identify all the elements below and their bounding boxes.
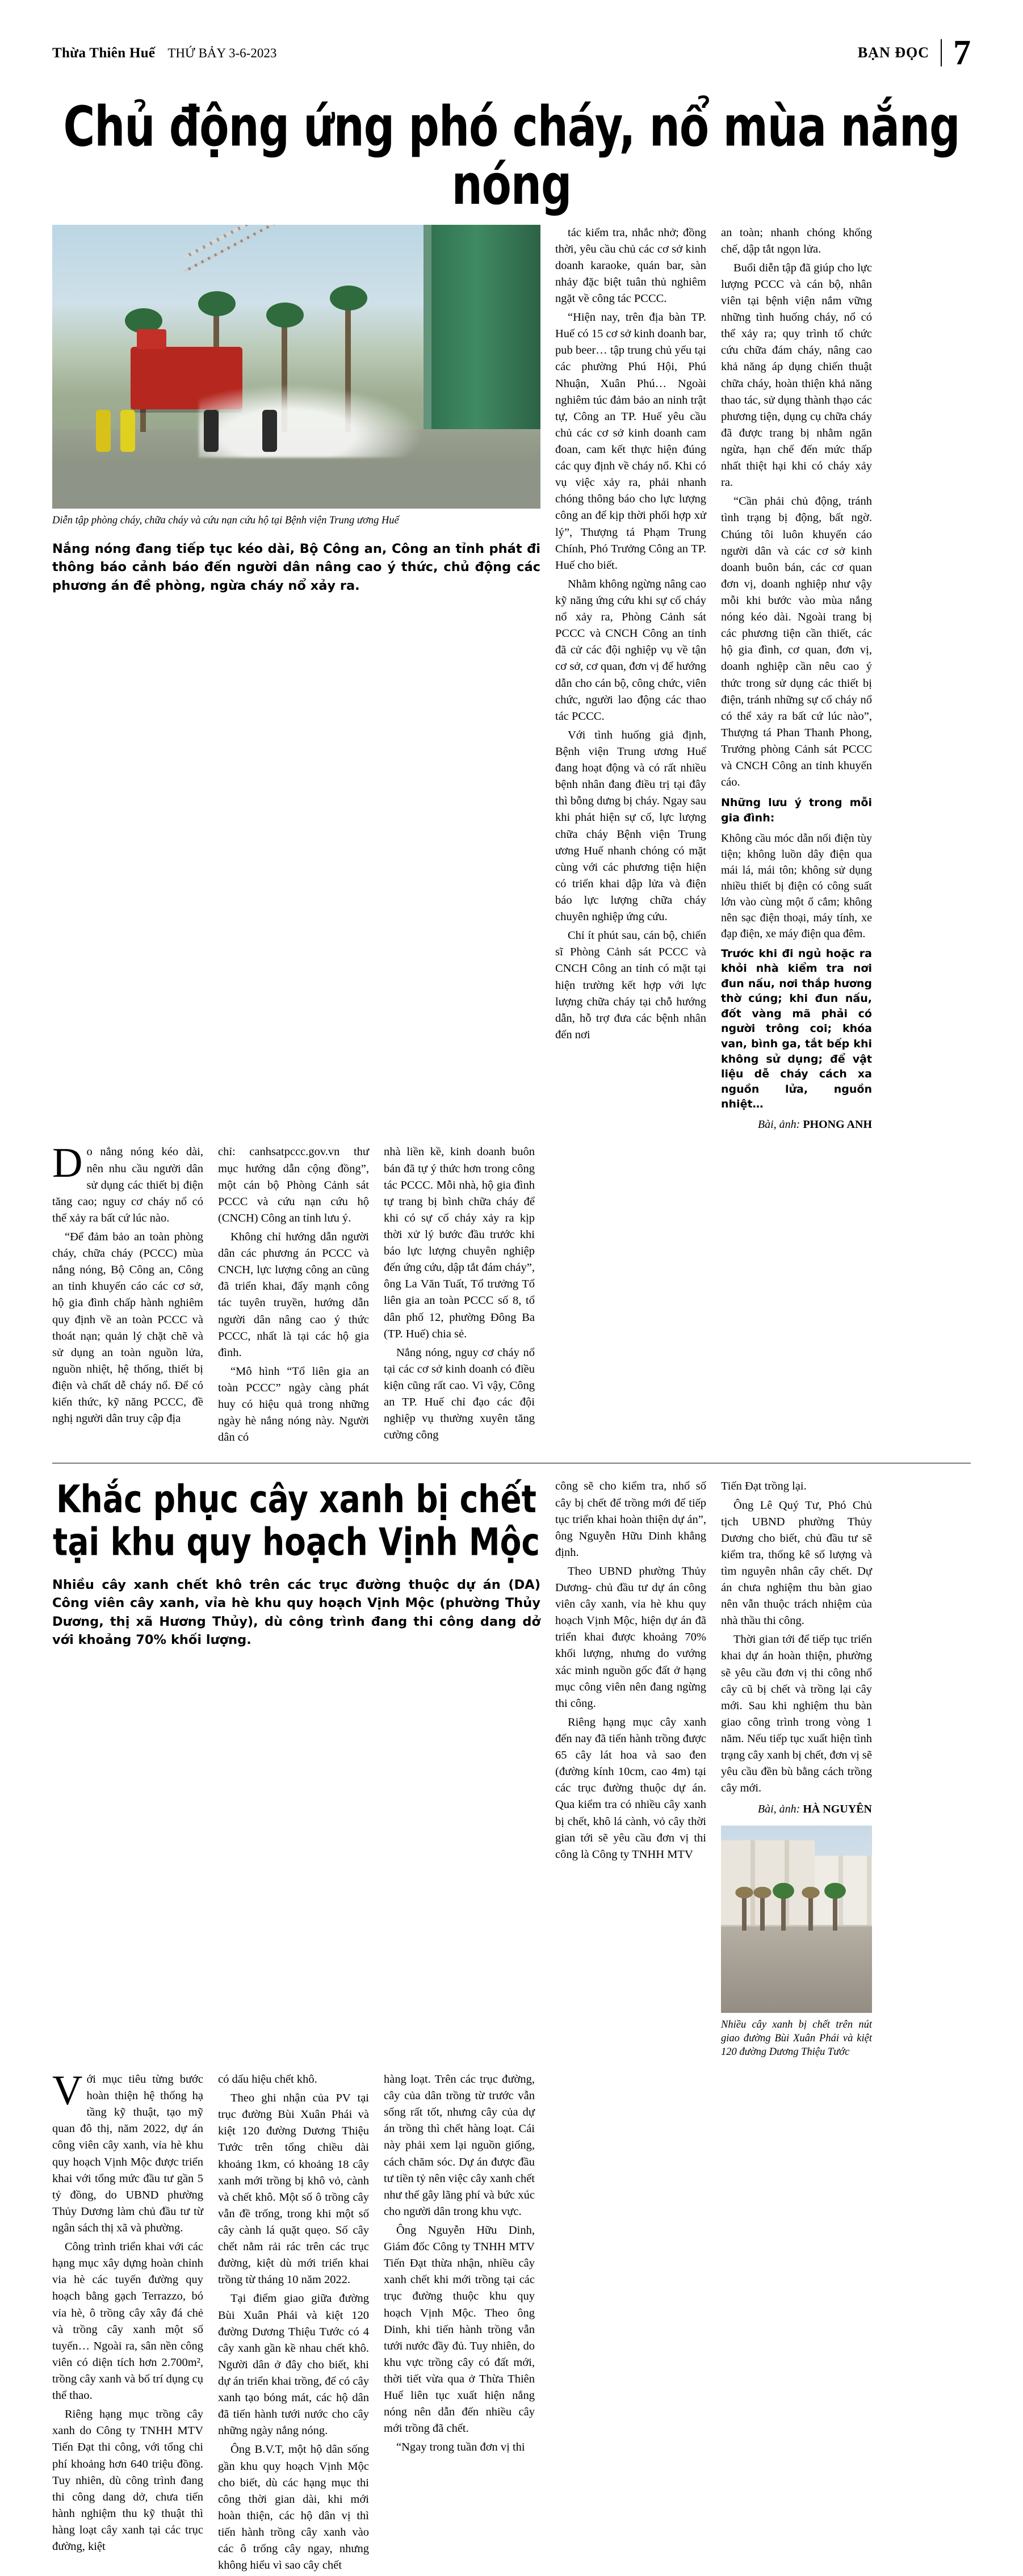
dead-tree-shape	[760, 1894, 765, 1931]
article2-headline-line2: tại khu quy hoạch Vịnh Mộc	[53, 1520, 540, 1564]
dropcap: D	[52, 1140, 83, 1187]
paragraph: Ông Nguyễn Hữu Dinh, Giám đốc Công ty TNHH MTV Tiến Đạt thừa nhận, nhiều cây xanh chết khi mới trồng tại các trục đường thuộc khu quy hoạch Vịnh Mộc. Theo ông Dinh, khi tiến hành trồng vẫn tưới nước đầy đủ. Tuy nhiên, do khu vực trồng cây có đất mới, thời tiết vừa qua ở Thừa Thiên Huế liên tục xuất hiện nắng nóng nên dẫn đến nhiều cây mới trồng đã chết.	[384, 2223, 535, 2435]
paragraph: Riêng hạng mục cây xanh đến nay đã tiến hành trồng được 65 cây lát hoa và sao đen (đường kính 10cm, cao 4m) tại các trục đường thuộc dự án. Qua kiểm tra có nhiều cây xanh bị chết, khô lá cành, vỏ cây thời gian tới sẽ yêu cầu đơn vị thi công là Công ty TNHH MTV	[555, 1715, 706, 1861]
article1-right-columns	[555, 225, 971, 1133]
paragraph: Ông B.V.T, một hộ dân sống gần khu quy hoạch Vịnh Mộc cho biết, dù các hạng mục thi công thời gian dài, khi mới hoàn thiện, các hộ dân vị thì tiến hành trồng cây xanh vào các ô trống cây ngay, nhưng không hiểu vì sao cây chết	[218, 2443, 369, 2572]
paragraph: chỉ: canhsatpccc.gov.vn thư mục hướng dẫn cộng đồng”, một cán bộ Phòng Cảnh sát PCCC và cứu nạn cứu hộ (CNCH) Công an tỉnh lưu ý.	[218, 1146, 369, 1224]
article1-note-body-2: Trước khi đi ngủ hoặc ra khỏi nhà kiểm tra nơi đun nấu, nơi thắp hương thờ cúng; khi đun nấu, đốt vàng mã phải có người trông coi; khóa van, bình ga, tắt bếp khi không sử dụng; để vật liệu dễ cháy cách xa nguồn lửa, nguồn nhiệt…	[721, 947, 872, 1111]
article1-photo-caption: Diễn tập phòng cháy, chữa cháy và cứu nạn cứu hộ tại Bệnh viện Trung ương Huế	[52, 514, 399, 526]
article1-column-5	[721, 225, 872, 1133]
article1-note-title: Những lưu ý trong mỗi gia đình:	[721, 796, 872, 824]
dead-tree-shape	[808, 1894, 813, 1931]
paragraph: Nắng nóng, nguy cơ cháy nổ tại các cơ sở kinh doanh có điều kiện cũng rất cao. Vì vậy, Công an TP. Huế chỉ đạo các đội nghiệp vụ thường xuyên tăng cường công	[384, 1346, 535, 1442]
road-shape	[52, 463, 540, 509]
street-trees-photo	[721, 1826, 872, 2013]
firefighter-shape	[262, 410, 277, 452]
paragraph: Ông Lê Quý Tư, Phó Chủ tịch UBND phường Thủy Dương cho biết, chủ đầu tư sẽ kiểm tra, thống kê số lượng và tìm nguyên nhân cây chết. Dự án chưa nghiệm thu bàn giao nên vẫn thuộc trách nhiệm của nhà thầu thi công.	[721, 1499, 872, 1627]
paragraph: Theo UBND phường Thủy Dương- chủ đầu tư dự án công viên cây xanh, vỉa hè khu quy hoạch Vịnh Mộc, hiện dự án đã triển khai được khoảng 70% khối lượng, nhưng do vướng xác minh nguồn gốc đất ở hạng mục công viên nên đang ngừng thi công.	[555, 1564, 706, 1710]
byline-label: Bài, ảnh:	[757, 1118, 800, 1131]
masthead	[52, 35, 971, 74]
paragraph: Với tình huống giả định, Bệnh viện Trung ương Huế đang hoạt động và có rất nhiều bệnh nhân đang điều trị tại đây thì bỗng dưng bị cháy. Ngay sau khi phát hiện sự cố, lực lượng chữa cháy Bệnh viện Trung ương Huế nhanh chóng có mặt cùng với các phương tiện hiện có triển khai dập lửa và điện báo lực lượng chữa cháy chuyên nghiệp ứng cứu.	[555, 728, 706, 924]
paragraph: Tiến Đạt trồng lại.	[721, 1480, 807, 1493]
byline-label: Bài, ảnh:	[757, 1803, 800, 1816]
page-number: 7	[953, 33, 971, 72]
paragraph: Thời gian tới để tiếp tục triển khai dự án hoàn thiện, phường sẽ yêu cầu đơn vị thi công nhổ cây cũ bị chết và trồng lại cây mới. Sau khi nghiệm thu bàn giao công trình trong vòng 1 năm. Nếu tiếp tục xuất hiện tình trạng cây xanh bị chết, đơn vị sẽ yêu cầu đền bù bằng cách trồng cây mới.	[721, 1633, 872, 1795]
spacer	[550, 1144, 701, 1448]
divider	[941, 39, 942, 66]
paragraph: Tại điểm giao giữa đường Bùi Xuân Phái và kiệt 120 đường Dương Thiệu Tước có 4 cây xanh gần kề nhau chết khô. Người dân ở đây cho biết, khi dự án triển khai trồng, để có cây xanh tạo bóng mát, các hộ dân đã tiến hành tưới nước cho cây những ngày nắng nóng.	[218, 2292, 369, 2437]
ladder-shape	[183, 225, 315, 259]
paragraph: an toàn; nhanh chóng khống chế, dập tắt ngọn lửa.	[721, 226, 872, 255]
paragraph: “Hiện nay, trên địa bàn TP. Huế có 15 cơ sở kinh doanh bar, pub beer… tập trung chủ yếu tại các phường Phú Hội, Phú Nhuận, Xuân Phú… Ngoài nghiêm túc đảm bảo an ninh trật tự, Công an TP. Huế yêu cầu chủ các cơ sở kinh doanh cam đoan, cam kết thực hiện đúng các quy định về cháy nổ. Khi có vụ việc xảy ra, phải nhanh chóng thông báo cho lực lượng công an để kịp thời phối hợp xử lý”, Thượng tá Phạm Trung Chính, Phó Trưởng Công an TP. Huế cho biết.	[555, 311, 706, 572]
byline-author: HÀ NGUYÊN	[803, 1803, 872, 1816]
dropcap: V	[52, 2067, 83, 2114]
masthead-left	[52, 45, 276, 61]
article1-top-block	[52, 225, 971, 1133]
article1-column-3	[384, 1144, 535, 1448]
article2-photo-caption: Nhiều cây xanh bị chết trên nút giao đường Bùi Xuân Phái và kiệt 120 đường Dương Thiệu Tước	[721, 2019, 872, 2058]
article-green-trees	[52, 1478, 971, 2576]
fire-drill-photo	[52, 225, 540, 509]
paragraph: Theo ghi nhận của PV tại trục đường Bùi Xuân Phái và kiệt 120 đường Dương Thiệu Tước trên tổng chiều dài khoảng 1km, có khoảng 18 cây xanh mới trồng bị khô vỏ, cành và chết khô. Một số ô trồng cây vẫn đề trống, trong khi một số cây cành lá quặt quẹo. Số cây chết nằm rải rác trên các trục đường, kiệt dù mới triển khai trồng từ tháng 10 năm 2022.	[218, 2092, 369, 2286]
paragraph-text: o nắng nóng kéo dài, nên nhu cầu người dân sử dụng các thiết bị điện tăng cao; nguy cơ cháy nổ có thể xảy ra bất cứ lúc nào.	[52, 1146, 203, 1224]
paragraph: công sẽ cho kiểm tra, nhổ số cây bị chết để trồng mới để tiếp tục triển khai hoàn thiện dự án”, ông Nguyễn Hữu Dinh khẳng định.	[555, 1480, 706, 1559]
firefighter-shape	[96, 410, 111, 452]
paragraph: “Ngay trong tuần đơn vị thi	[396, 2441, 525, 2454]
paragraph: “Cần phải chủ động, tránh tình trạng bị động, bất ngờ. Chúng tôi luôn khuyến cáo người dân và các cơ sở kinh doanh buôn bán, các cơ quan đơn vị, doanh nghiệp như vậy mỗi khi bước vào mùa nắng nóng kéo dài. Ngoài trang bị các phương tiện cần thiết, các hộ gia đình, cơ quan, đơn vị, doanh nghiệp cần nêu cao ý thức trong sử dụng các thiết bị điện, tránh những sự cố cháy nổ có thể xảy ra bất cứ lúc nào”, Thượng tá Phan Thanh Phong, Trưởng phòng Cảnh sát PCCC và CNCH Công an tỉnh khuyến cáo.	[721, 495, 872, 789]
smoke-shape	[199, 384, 424, 458]
firefighter-shape	[120, 410, 135, 452]
article1-column-2	[218, 1144, 369, 1448]
article1-lead: Nắng nóng đang tiếp tục kéo dài, Bộ Công an, Công an tỉnh phát đi thông báo cảnh báo đến người dân nâng cao ý thức, chủ động các phương án đề phòng, ngừa cháy nổ xảy ra.	[52, 541, 540, 593]
firefighter-shape	[204, 410, 219, 452]
paragraph: “Để đảm bảo an toàn phòng cháy, chữa cháy (PCCC) mùa nắng nóng, Bộ Công an, Công an tỉnh khuyến cáo các cơ sở, hộ gia đình chấp hành nghiêm quy định về an toàn PCCC và thoát nạn; quản lý chặt chẽ và sử dụng an toàn nguồn lửa, nguồn nhiệt, hệ thống, thiết bị điện và chất dễ cháy nổ. Để có kiến thức, kỹ năng PCCC, đề nghị người dân truy cập địa	[52, 1230, 203, 1425]
paragraph-with-dropcap	[52, 1140, 203, 1227]
article2-headline	[52, 1478, 540, 1563]
paragraph: Không chỉ hướng dẫn người dân các phương án PCCC và CNCH, lực lượng công an cũng đã triển khai, đẩy mạnh công tác tuyên truyền, hướng dẫn người dân nâng cao ý thức PCCC, nhất là tại các hộ gia đình.	[218, 1230, 369, 1359]
article2-column-1	[52, 2067, 203, 2576]
article2-column-4	[555, 1478, 706, 2059]
article1-photo-block	[52, 225, 540, 1133]
article2-lower-columns	[52, 2067, 971, 2576]
houses-row-shape	[721, 1840, 815, 1928]
publication-date: THỨ BẢY 3-6-2023	[167, 46, 277, 60]
paragraph: Chỉ ít phút sau, cán bộ, chiến sĩ Phòng Cảnh sát PCCC và CNCH Công an tỉnh có mặt tại hiện trường kết hợp với lực lượng chữa cháy tại chỗ hướng dẫn, hỗ trợ đưa các bệnh nhân đến nơi	[555, 929, 706, 1041]
paragraph-text: ới mục tiêu từng bước hoàn thiện hệ thống hạ tầng kỹ thuật, tạo mỹ quan đô thị, năm 2022, dự án công viên cây xanh, vỉa hè khu quy hoạch Vịnh Mộc được triển khai với tổng mức đầu tư gần 5 tỷ đồng, do UBND phường Thủy Dương làm chủ đầu tư từ ngân sách thị xã và phường.	[52, 2073, 203, 2234]
article2-right-columns	[555, 1478, 971, 2059]
article2-column-2	[218, 2071, 369, 2576]
paragraph-with-dropcap	[52, 2067, 203, 2237]
article2-lead: Nhiều cây xanh chết khô trên các trục đường thuộc dự án (DA) Công viên cây xanh, vỉa hè khu quy hoạch Vịnh Mộc (phường Thủy Dương, thị xã Hương Thủy), dù công trình đang thi công dang dở với khoảng 70% khối lượng.	[52, 1577, 540, 1648]
byline-author: PHONG ANH	[803, 1118, 872, 1131]
spacer	[550, 2071, 701, 2576]
article2-byline	[721, 1801, 872, 1817]
article2-headline-block	[52, 1478, 540, 2059]
paper-name: Thừa Thiên Huế	[52, 45, 156, 61]
article1-column-1	[52, 1140, 203, 1448]
article1-lower-columns	[52, 1140, 971, 1448]
paragraph: Công trình triển khai với các hạng mục xây dựng hoàn chỉnh via hè các tuyến đường quy hoạch bằng gạch Terrazzo, bó vỉa hè, ô trồng cây xây đá chẻ và trồng cây xanh một số tuyến… Ngoài ra, sân nền công viên có diện tích hơn 2.700m², trồng cây xanh và bố trí dụng cụ thể thao.	[52, 2241, 203, 2402]
road-shape	[721, 1927, 872, 2013]
article1-note-body-1: Không cầu móc dẫn nối điện tùy tiện; không luồn dây điện qua mái lá, mái tôn; không sử dụng nhiều thiết bị điện có công suất lớn vào cùng một ổ cắm; không nên sạc điện thoại, máy tính, xe đạp điện, xe máy điện qua đêm.	[721, 832, 872, 940]
article2-photo-block	[721, 1826, 872, 2059]
article1-headline: Chủ động ứng phó cháy, nổ mùa nắng nóng	[63, 94, 960, 217]
article2-headline-line1: Khắc phục cây xanh bị chết	[56, 1476, 536, 1522]
green-tree-shape	[833, 1894, 837, 1931]
paragraph: Riêng hạng mục trồng cây xanh do Công ty TNHH MTV Tiến Đạt thi công, với tổng chi phí khoảng hơn 640 triệu đồng. Tuy nhiên, dù công trình đang thi công dang dở, chưa tiến hành nghiệm thu kỹ thuật thì hàng loạt cây xanh tại các trục đường, kiệt	[52, 2408, 203, 2553]
article1-byline	[721, 1117, 872, 1132]
paragraph: “Mô hình “Tổ liên gia an toàn PCCC” ngày càng phát huy có hiệu quả trong những ngày hè nắng nóng này. Người dân có	[218, 1365, 369, 1444]
paragraph: Buổi diễn tập đã giúp cho lực lượng PCCC và cán bộ, nhân viên tại bệnh viện nắm vững những tình huống cháy, nổ có thể xảy ra; quy trình tổ chức cứu chữa đám cháy, nâng cao khả năng áp dụng chiến thuật chữa cháy, hoàn thiện khả năng thao tác, sử dụng thành thạo các phương tiện, dụng cụ chữa cháy đã được trang bị nhằm ngăn ngừa, hạn chế đến mức thấp nhất thiệt hại khi có cháy xảy ra.	[721, 261, 872, 489]
section-title: BẠN ĐỌC	[857, 44, 929, 61]
paragraph: tác kiểm tra, nhắc nhở; đồng thời, yêu cầu chủ các cơ sở kinh doanh karaoke, quán bar, sàn nhảy đặc biệt tuân thủ nghiêm ngặt về công tác PCCC.	[555, 226, 706, 305]
article2-head	[52, 1478, 971, 2059]
paragraph: nhà liền kề, kinh doanh buôn bán đã tự ý thức hơn trong công tác PCCC. Mỗi nhà, hộ gia đình tự trang bị bình chữa cháy để khi có sự cố cháy xảy ra kịp thời xử lý bước đầu trước khi báo lực lượng chuyên nghiệp đến ứng cứu, dập tắt đám cháy”, ông La Văn Tuất, Tổ trưởng Tổ liên gia an toàn PCCC số 8, tổ dân phố 12, phường Đông Ba (TP. Huế) chia sẻ.	[384, 1146, 535, 1340]
paragraph: hàng loạt. Trên các trục đường, cây của dân trồng từ trước vẫn sống rất tốt, nhưng cây của dự án trồng thì chết hàng loạt. Cái này phải xem lại nguồn giống, cách chăm sóc. Dự án được đầu tư tiền tỷ nên việc cây xanh chết như thế gây lãng phí và bức xúc cho người dân trong khu vực.	[384, 2073, 535, 2218]
article2-column-5	[721, 1478, 872, 2059]
paragraph: Nhằm không ngừng nâng cao kỹ năng ứng cứu khi sự cố cháy nổ xảy ra, Phòng Cảnh sát PCCC và CNCH Công an tỉnh đã cử các đội nghiệp vụ về tận cơ sở, cơ quan, đơn vị để hướng dẫn cho cán bộ, công chức, viên chức, người lao động các thao tác PCCC.	[555, 577, 706, 723]
article-fire-safety	[52, 94, 971, 1463]
masthead-right	[858, 35, 971, 70]
paragraph: có dấu hiệu chết khô.	[218, 2073, 317, 2086]
green-tree-shape	[781, 1894, 786, 1931]
spacer	[715, 2071, 866, 2576]
dead-tree-shape	[742, 1894, 747, 1931]
spacer	[715, 1144, 866, 1448]
article1-column-4	[555, 225, 706, 1133]
article2-column-3	[384, 2071, 535, 2576]
